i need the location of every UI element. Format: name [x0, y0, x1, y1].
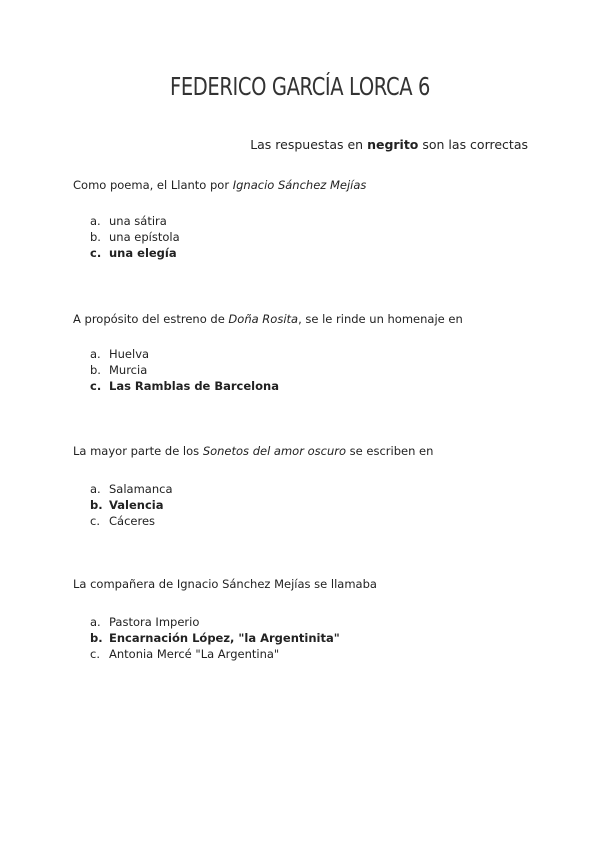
question-3-options	[90, 481, 173, 529]
question-3	[73, 444, 433, 458]
note-text-before: Las respuestas en	[250, 137, 368, 152]
instructions-note	[250, 137, 528, 152]
question-4	[73, 577, 377, 591]
option-label: Salamanca	[109, 482, 173, 496]
option-letter: a.	[90, 482, 101, 496]
option-letter: b.	[90, 363, 101, 377]
option-label: Huelva	[109, 347, 150, 361]
option-label: una sátira	[109, 214, 167, 228]
option-b	[90, 362, 279, 378]
option-letter: c.	[90, 514, 100, 528]
option-b	[90, 229, 180, 245]
question-4-options	[90, 614, 340, 662]
option-label: Las Ramblas de Barcelona	[109, 379, 279, 393]
option-letter: c.	[90, 379, 102, 393]
option-label: Valencia	[109, 498, 164, 512]
option-letter: a.	[90, 347, 101, 361]
question-italic-text: Sonetos del amor oscuro	[202, 444, 347, 458]
question-text-after: , se le rinde un homenaje en	[298, 312, 463, 326]
option-letter: c.	[90, 647, 100, 661]
option-c	[90, 513, 173, 529]
question-text-after: se escriben en	[346, 444, 434, 458]
option-letter: a.	[90, 214, 101, 228]
option-a	[90, 346, 279, 362]
note-text-after: son las correctas	[418, 137, 528, 152]
question-2-options	[90, 346, 279, 394]
option-letter: b.	[90, 631, 103, 645]
option-letter: a.	[90, 615, 101, 629]
page-title: FEDERICO GARCÍA LORCA 6	[170, 72, 430, 101]
question-2	[73, 312, 463, 326]
option-a	[90, 481, 173, 497]
question-italic-text: Doña Rosita	[228, 312, 299, 326]
option-letter: b.	[90, 498, 103, 512]
option-c	[90, 646, 340, 662]
option-a	[90, 213, 180, 229]
option-c-correct	[90, 378, 279, 394]
question-text: La mayor parte de los	[73, 444, 203, 458]
option-label: Cáceres	[109, 514, 156, 528]
question-text: A propósito del estreno de	[73, 312, 229, 326]
question-1-options	[90, 213, 180, 261]
option-label: Murcia	[109, 363, 148, 377]
question-italic-text: Ignacio Sánchez Mejías	[232, 178, 367, 192]
option-letter: b.	[90, 230, 101, 244]
option-label: una elegía	[109, 246, 177, 260]
option-label: Antonia Mercé "La Argentina"	[109, 647, 280, 661]
option-a	[90, 614, 340, 630]
option-b-correct	[90, 497, 173, 513]
note-bold-word: negrito	[367, 137, 419, 152]
option-c-correct	[90, 245, 180, 261]
option-b-correct	[90, 630, 340, 646]
option-label: Pastora Imperio	[109, 615, 200, 629]
question-text: Como poema, el Llanto por	[73, 178, 233, 192]
option-label: una epístola	[109, 230, 180, 244]
question-text: La compañera de Ignacio Sánchez Mejías se llamaba	[73, 577, 377, 591]
option-label: Encarnación López, "la Argentinita"	[109, 631, 340, 645]
option-letter: c.	[90, 246, 102, 260]
question-1	[73, 178, 366, 192]
